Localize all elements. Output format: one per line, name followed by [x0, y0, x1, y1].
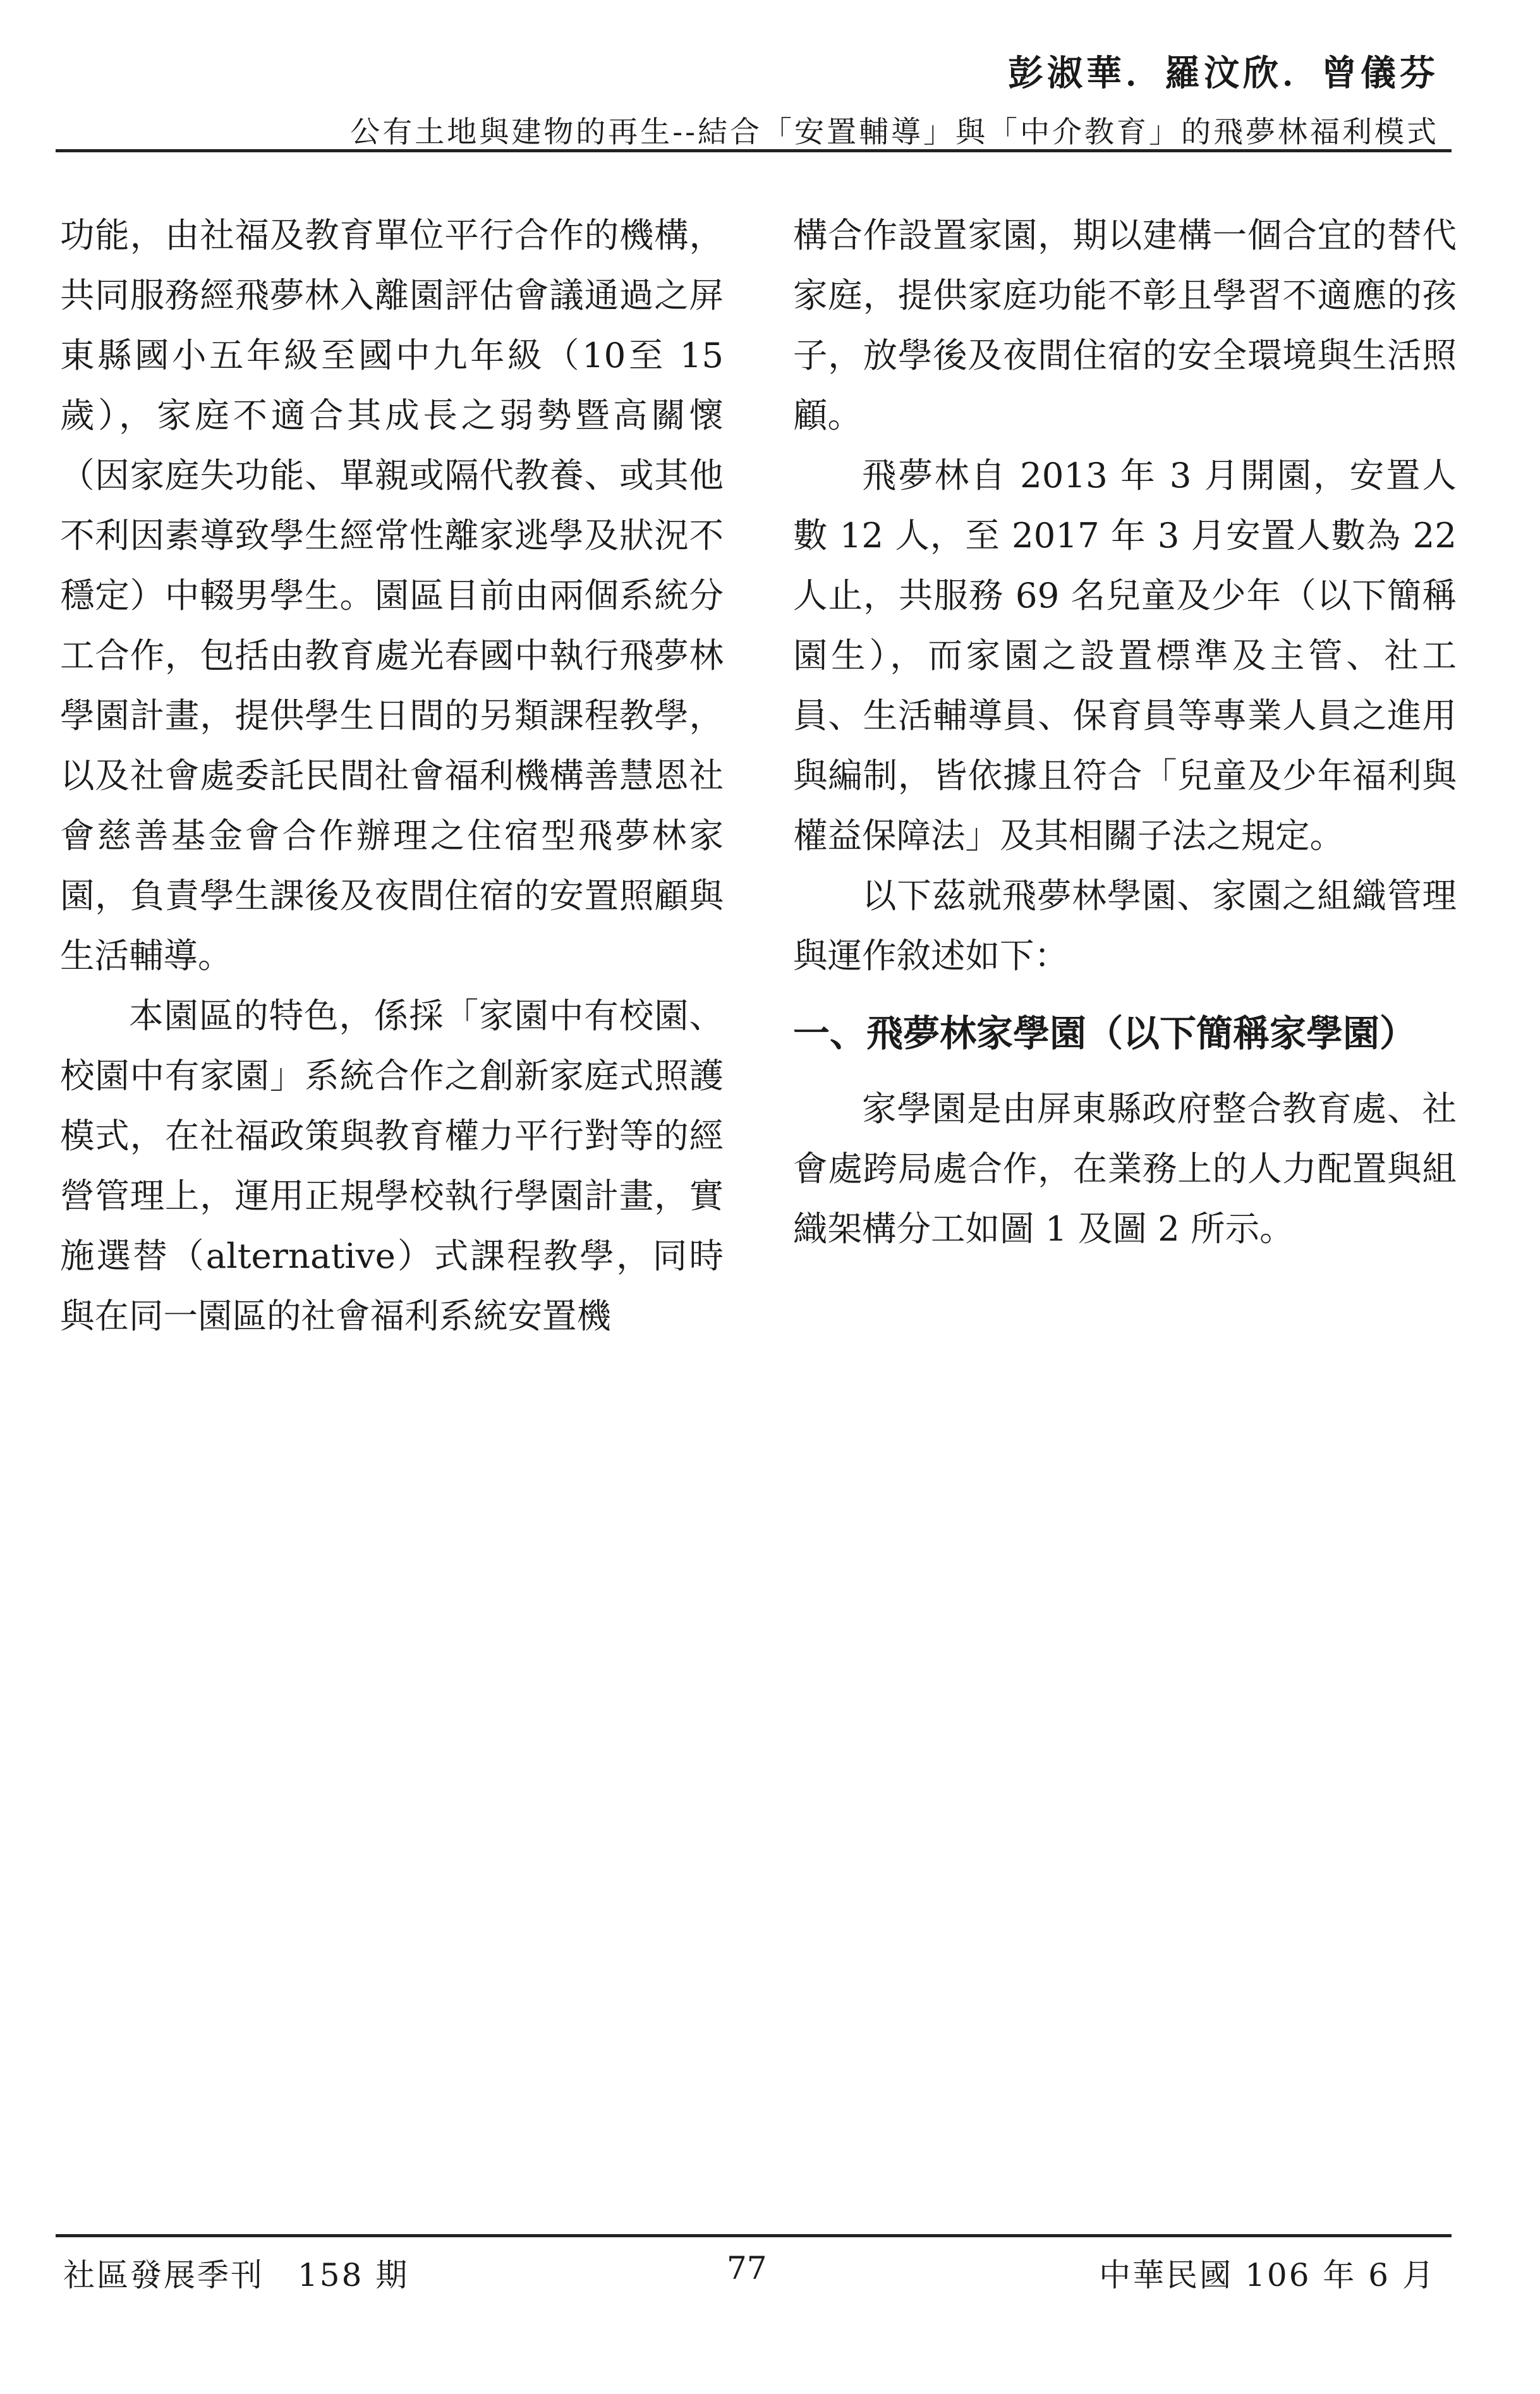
header-rule [56, 149, 1452, 152]
left-paragraph-2: 本園區的特色，係採「家園中有校園、校園中有家園」系統合作之創新家庭式照護模式，在社福政策與教育權力平行對等的經營管理上，運用正規學校執行學園計畫，實施選替（alternative）式課程教學，同時與在同一園區的社會福利系統安置機 [60, 995, 724, 1336]
right-column [793, 205, 1457, 1259]
right-paragraph-3: 以下茲就飛夢林學園、家園之組織管理與運作敘述如下： [793, 875, 1457, 976]
footer-page-number: 77 [727, 2250, 767, 2287]
header-subtitle: 公有土地與建物的再生--結合「安置輔導」與「中介教育」的飛夢林福利模式 [350, 115, 1439, 150]
right-paragraph-1: 構合作設置家園，期以建構一個合宜的替代家庭，提供家庭功能不彰且學習不適應的孩子，放學後及夜間住宿的安全環境與生活照顧。 [793, 215, 1457, 435]
section-paragraph: 家學園是由屏東縣政府整合教育處、社會處跨局處合作，在業務上的人力配置與組織架構分工如圖 1 及圖 2 所示。 [793, 1088, 1457, 1249]
right-paragraph-2: 飛夢林自 2013 年 3 月開園，安置人數 12 人，至 2017 年 3 月安置人數為 22 人止，共服務 69 名兒童及少年（以下簡稱園生），而家園之設置標準及主管、社工員、生活輔導員、保育員等專業人員之進用與編制，皆依據且符合「兒童及少年福利與權益保障法」及其相關子法之規定。 [793, 455, 1457, 856]
header-authors: 彭淑華．羅汶欣．曾儀芬 [1008, 52, 1439, 94]
left-paragraph-1: 功能，由社福及教育單位平行合作的機構，共同服務經飛夢林入離園評估會議通過之屏東縣國小五年級至國中九年級（10至 15 歲），家庭不適合其成長之弱勢暨高關懷（因家庭失功能、單親或隔代教養、或其他不利因素導致學生經常性離家逃學及狀況不穩定）中輟男學生。園區目前由兩個系統分工合作，包括由教育處光春國中執行飛夢林學園計畫，提供學生日間的另類課程教學，以及社會處委託民間社會福利機構善慧恩社會慈善基金會合作辦理之住宿型飛夢林家園，負責學生課後及夜間住宿的安置照顧與生活輔導。 [60, 215, 724, 976]
footer-date: 中華民國 106 年 6 月 [1099, 2257, 1436, 2294]
left-column [60, 205, 724, 1346]
footer-rule [56, 2234, 1452, 2237]
section-heading: 一、飛夢林家學園（以下簡稱家學園） [793, 1012, 1417, 1055]
footer-journal: 社區發展季刊 158 期 [63, 2257, 409, 2294]
